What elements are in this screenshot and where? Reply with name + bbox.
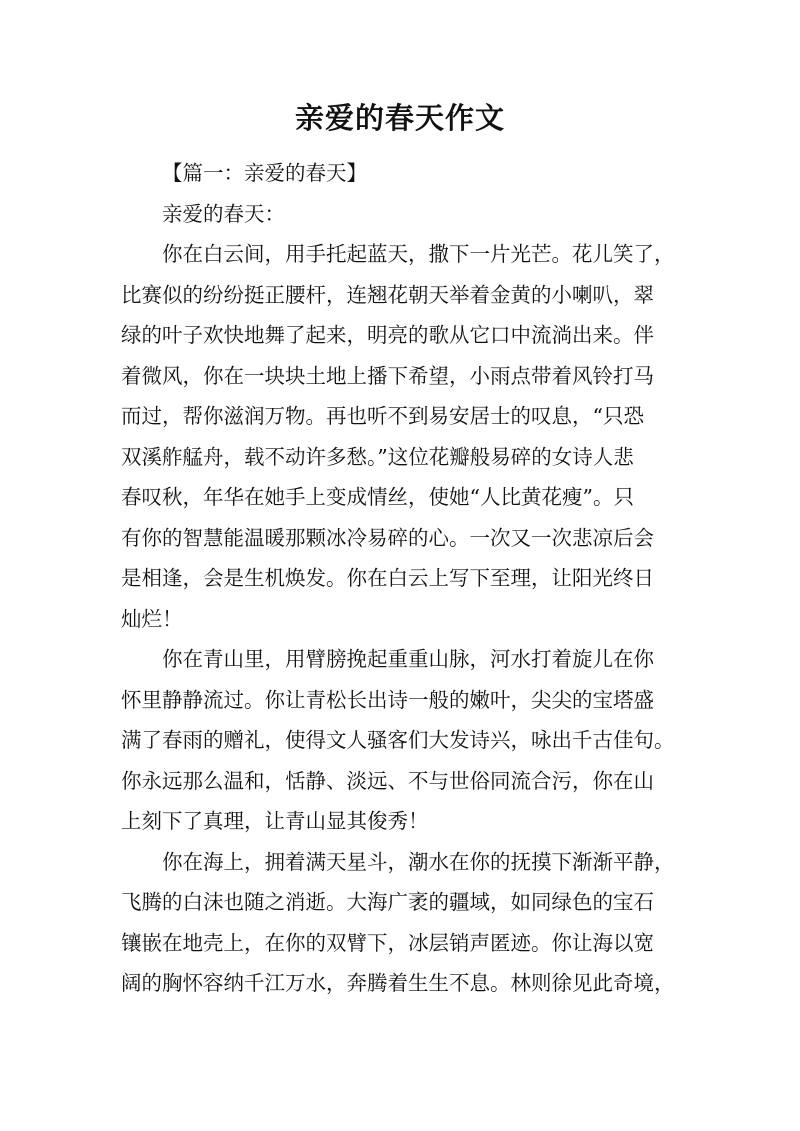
text-line: 是相逢，会是生机焕发。你在白云上写下至理，让阳光终日 <box>121 566 654 590</box>
paragraph-3 <box>121 842 683 1004</box>
text-line: 上刻下了真理，让青山显其俊秀！ <box>121 809 429 833</box>
text-line: 绿的叶子欢快地舞了起来，明亮的歌从它口中流淌出来。伴 <box>121 323 654 347</box>
text-line: 而过，帮你滋润万物。再也听不到易安居士的叹息，“只恐 <box>121 404 644 428</box>
text-line: 有你的智慧能温暖那颗冰冷易碎的心。一次又一次悲凉后会 <box>121 525 654 550</box>
text-line: 灿烂！ <box>121 606 183 631</box>
text-line: 比赛似的纷纷挺正腰杆，连翘花朝天举着金黄的小喇叭，翠 <box>121 282 654 307</box>
paragraph-2 <box>121 639 683 842</box>
text-line: 镶嵌在地壳上，在你的双臂下，冰层销声匿迹。你让海以宽 <box>121 930 654 955</box>
text-line: 你在青山里，用臂膀挽起重重山脉，河水打着旋儿在你 <box>162 647 654 671</box>
text-line: 怀里静静流过。你让青松长出诗一般的嫩叶，尖尖的宝塔盛 <box>121 687 654 712</box>
text-line: 双溪舴艋舟，载不动许多愁。”这位花瓣般易碎的女诗人悲 <box>121 444 634 469</box>
document-title: 亲爱的春天作文 <box>294 101 505 135</box>
text-line: 着微风，你在一块块土地上播下希望，小雨点带着风铃打马 <box>121 363 654 388</box>
text-line: 满了春雨的赠礼，使得文人骚客们大发诗兴，咏出千古佳句。 <box>121 728 675 752</box>
paragraph-1 <box>121 234 683 639</box>
document-body <box>121 153 683 1004</box>
text-line: 春叹秋，年华在她手上变成情丝，使她“人比黄花瘦”。只 <box>121 485 634 509</box>
text-line: 你在白云间，用手托起蓝天，撒下一片光芒。花儿笑了， <box>162 242 675 266</box>
section-heading: 【篇一：亲爱的春天】 <box>162 161 367 185</box>
text-line: 阔的胸怀容纳千江万水，奔腾着生生不息。林则徐见此奇境， <box>121 971 675 995</box>
salutation: 亲爱的春天： <box>162 201 285 226</box>
text-line: 你在海上，拥着满天星斗，潮水在你的抚摸下渐渐平静， <box>162 849 675 874</box>
text-line: 你永远那么温和，恬静、淡远、不与世俗同流合污，你在山 <box>121 768 654 793</box>
text-line: 飞腾的白沫也随之消逝。大海广袤的疆域，如同绿色的宝石 <box>121 890 654 914</box>
